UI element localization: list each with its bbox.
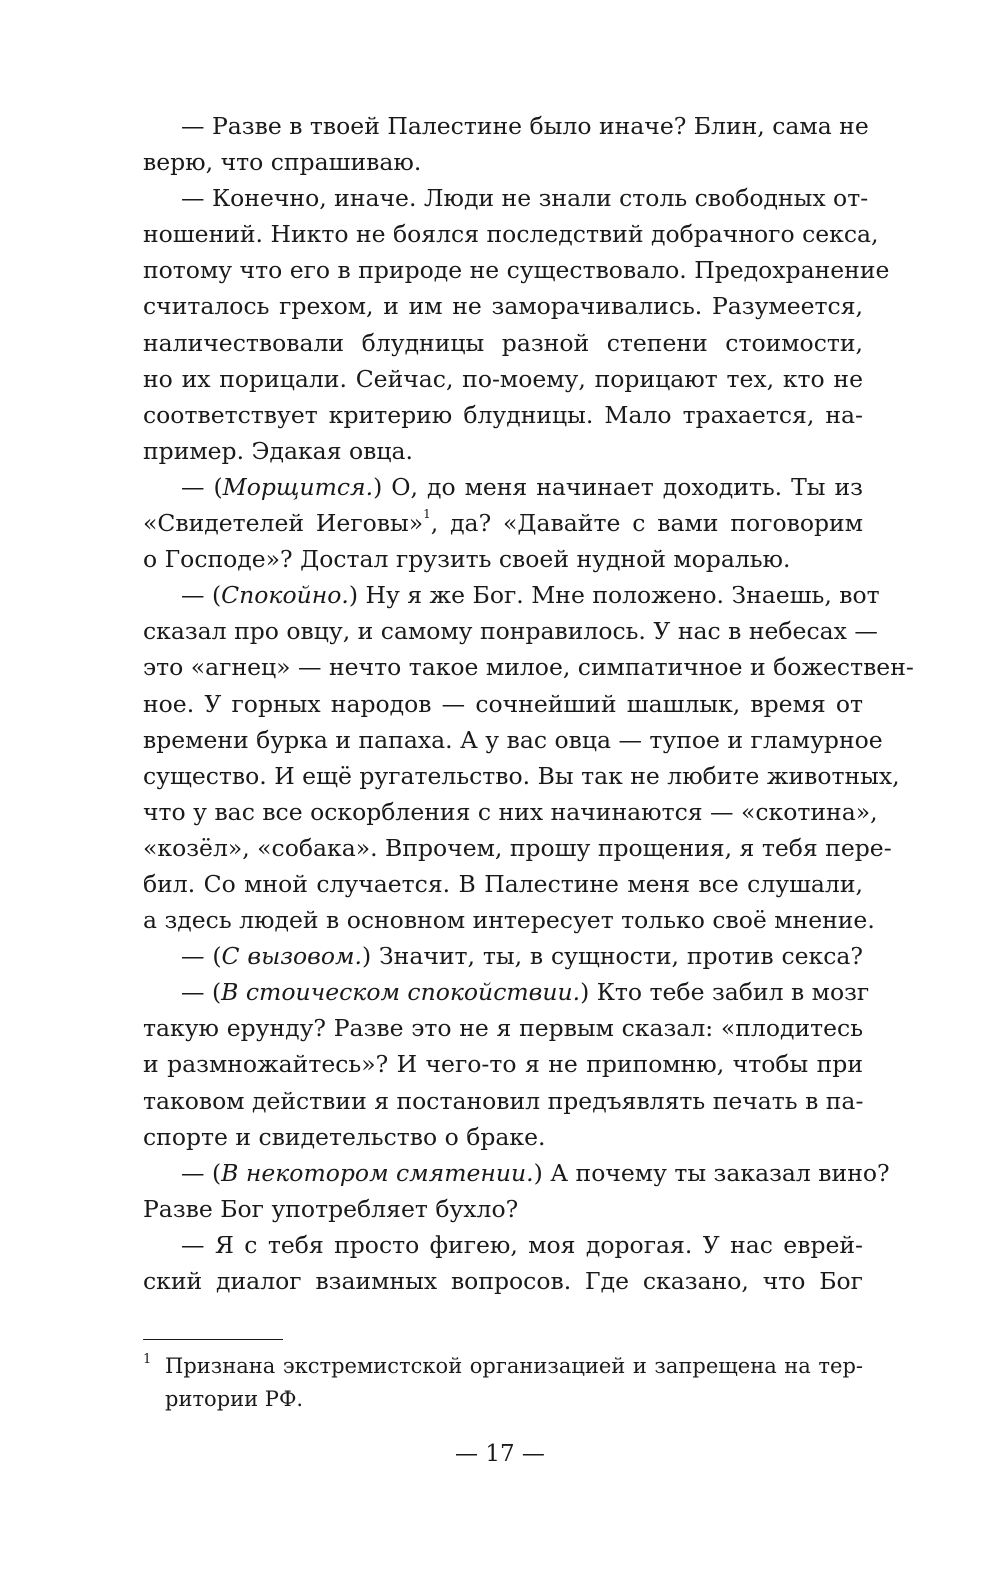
text-line: [143, 1155, 890, 1191]
text-run: — (: [181, 942, 222, 971]
text-line: — Конечно, иначе. Люди не знали столь свободных от-: [181, 184, 869, 213]
text-run: — (: [181, 581, 222, 610]
text-line: спорте и свидетельство о браке.: [143, 1122, 546, 1151]
text-line: ное. У горных народов — сочнейший шашлык, время от: [143, 689, 863, 718]
text-line: — Разве в твоей Палестине было иначе? Блин, сама не: [181, 112, 869, 140]
text-line: [143, 974, 870, 1010]
text-run: ) А почему ты заказал вино?: [533, 1158, 890, 1187]
text-line: но их порицали. Сейчас, по-моему, порицают тех, кто не: [143, 364, 863, 393]
stage-direction: Спокойно.: [221, 581, 349, 610]
text-run: — (: [181, 978, 222, 1007]
footnote-reference: 1: [423, 507, 431, 522]
text-line: сказал про овцу, и самому понравилось. У нас в небесах —: [143, 617, 878, 646]
text-line: бил. Со мной случается. В Палестине меня все слушали,: [143, 869, 863, 898]
stage-direction: Морщится.: [222, 472, 374, 501]
text-line: что у вас все оскорбления с них начинаются — «скотина»,: [143, 797, 878, 826]
footnote-line: [143, 1350, 863, 1383]
text-line: пример. Эдакая овца.: [143, 436, 413, 465]
text-line: времени бурка и папаха. А у вас овца — тупое и гламурное: [143, 725, 883, 754]
text-line: верю, что спрашиваю.: [143, 148, 422, 177]
text-line: потому что его в природе не существовало. Предохранение: [143, 256, 890, 285]
text-run: — (: [181, 472, 223, 501]
text-line: [143, 505, 863, 541]
text-line: «козёл», «собака». Впрочем, прошу прощения, я тебя пере-: [143, 833, 892, 862]
text-line: о Господе»? Достал грузить своей нудной моралью.: [143, 545, 791, 574]
text-line: таковом действии я постановил предъявлять печать в па-: [143, 1086, 864, 1115]
page-number: — 17 —: [455, 1441, 545, 1467]
text-line: а здесь людей в основном интересует только своё мнение.: [143, 906, 875, 935]
text-line: соответствует критерию блудницы. Мало трахается, на-: [143, 400, 863, 429]
text-run: , да? «Давайте с вами поговорим: [430, 509, 863, 538]
stage-direction: В некотором смятении.: [221, 1158, 534, 1187]
body-text: [143, 108, 914, 1299]
text-line: Разве Бог употребляет бухло?: [143, 1194, 519, 1223]
text-line: и размножайтесь»? И чего-то я не припомню, чтобы при: [143, 1050, 863, 1079]
text-run: ) Ну я же Бог. Мне положено. Знаешь, вот: [348, 581, 880, 610]
text-line: это «агнец» — нечто такое милое, симпатичное и божествен-: [143, 653, 914, 682]
text-run: «Свидетелей Иеговы»: [143, 509, 424, 538]
footnote-marker: 1: [143, 1352, 152, 1367]
text-line: [143, 577, 880, 613]
text-line: [143, 938, 863, 974]
stage-direction: В стоическом спокойствии.: [221, 978, 581, 1007]
text-line: наличествовали блудницы разной степени стоимости,: [143, 328, 863, 357]
text-line: — Я с тебя просто фигею, моя дорогая. У нас еврей-: [181, 1230, 863, 1259]
stage-direction: С вызовом.: [221, 942, 362, 971]
text-run: ) Кто тебе забил в мозг: [580, 978, 870, 1007]
footnote-separator: [143, 1339, 283, 1340]
text-line: [143, 469, 863, 505]
text-run: ) Значит, ты, в сущности, против секса?: [361, 942, 863, 971]
text-line: существо. И ещё ругательство. Вы так не любите животных,: [143, 761, 900, 790]
text-line: ношений. Никто не боялся последствий добрачного секса,: [143, 220, 879, 249]
text-run: ) О, до меня начинает доходить. Ты из: [373, 472, 863, 501]
footnote: [143, 1350, 863, 1416]
text-line: считалось грехом, и им не заморачивались. Разумеется,: [143, 292, 863, 321]
footnote-line: ритории РФ.: [165, 1387, 304, 1411]
text-line: ский диалог взаимных вопросов. Где сказано, что Бог: [143, 1267, 863, 1295]
text-line: такую ерунду? Разве это не я первым сказал: «плодитесь: [143, 1014, 863, 1043]
text-run: — (: [181, 1158, 222, 1187]
footnote-text: Признана экстремистской организацией и запрещена на тер-: [165, 1354, 863, 1378]
